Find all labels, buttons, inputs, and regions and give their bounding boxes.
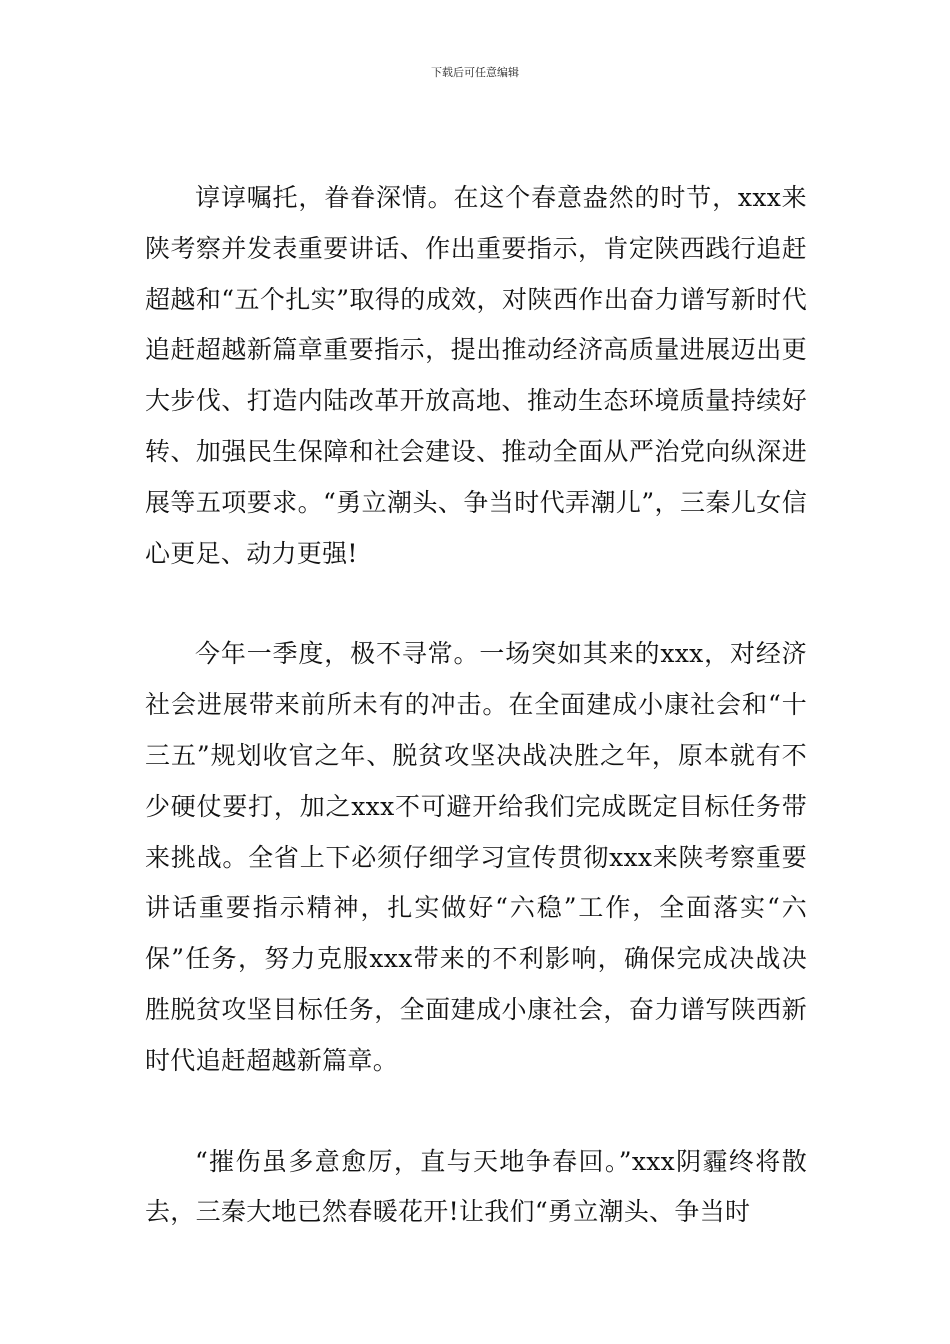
header-note: 下载后可任意编辑 — [431, 66, 519, 79]
paragraph-3: “摧伤虽多意愈厉，直与天地争春回。”xxx阴霾终将散去，三秦大地已然春暖花开!让我们“勇立潮头、争当时 — [145, 1146, 807, 1227]
paragraph-2: 今年一季度，极不寻常。一场突如其来的xxx，对经济社会进展带来前所未有的冲击。在全面建成小康社会和“十三五”规划收官之年、脱贫攻坚决战决胜之年，原本就有不少硬仗要打，加之xxx不可避开给我们完成既定目标任务带来挑战。全省上下必须仔细学习宣传贯彻xxx来陕考察重要讲话重要指示精神，扎实做好“六稳”工作，全面落实“六保”任务，努力克服xxx带来的不利影响，确保完成决战决胜脱贫攻坚目标任务，全面建成小康社会，奋力谱写陕西新时代追赶超越新篇章。 — [145, 639, 807, 1075]
paragraph-1: 谆谆嘱托，眷眷深情。在这个春意盎然的时节，xxx来陕考察并发表重要讲话、作出重要指示，肯定陕西践行追赶超越和“五个扎实”取得的成效，对陕西作出奋力谱写新时代追赶超越新篇章重要指示，提出推动经济高质量进展迈出更大步伐、打造内陆改革开放高地、推动生态环境质量持续好转、加强民生保障和社会建设、推动全面从严治党向纵深进展等五项要求。“勇立潮头、争当时代弄潮儿”，三秦儿女信心更足、动力更强! — [145, 183, 807, 568]
document-body — [145, 173, 807, 1238]
